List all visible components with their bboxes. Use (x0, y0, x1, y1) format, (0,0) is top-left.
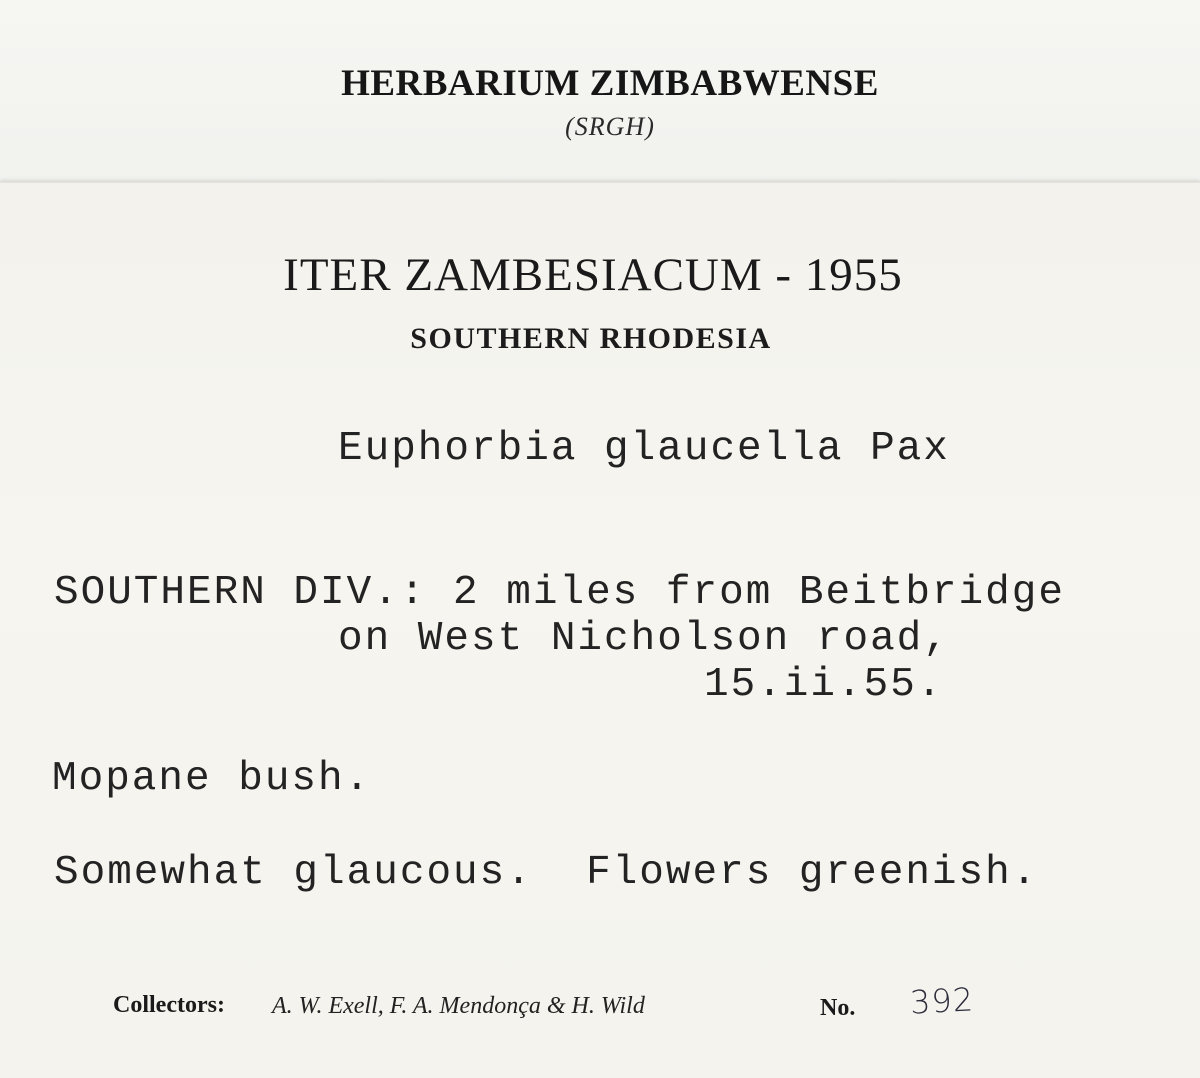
number-label: No. (820, 995, 856, 1021)
collectors-label: Collectors: (113, 992, 225, 1018)
locality-line-1: SOUTHERN DIV.: 2 miles from Beitbridge (54, 570, 1065, 616)
herbarium-code: (SRGH) (565, 112, 655, 141)
locality-line-2: on West Nicholson road, (338, 616, 950, 662)
specimen-number: 392 (909, 980, 976, 1022)
herbarium-title: HERBARIUM ZIMBABWENSE (341, 63, 879, 104)
description-note: Somewhat glaucous. Flowers greenish. (54, 850, 1039, 896)
expedition-title: ITER ZAMBESIACUM - 1955 (283, 249, 903, 301)
herbarium-header (0, 0, 1200, 190)
habitat-note: Mopane bush. (52, 756, 372, 802)
collection-date: 15.ii.55. (704, 662, 944, 708)
collectors-names: A. W. Exell, F. A. Mendonça & H. Wild (272, 993, 645, 1019)
country-heading: SOUTHERN RHODESIA (410, 322, 772, 355)
species-name: Euphorbia glaucella Pax (338, 426, 950, 472)
